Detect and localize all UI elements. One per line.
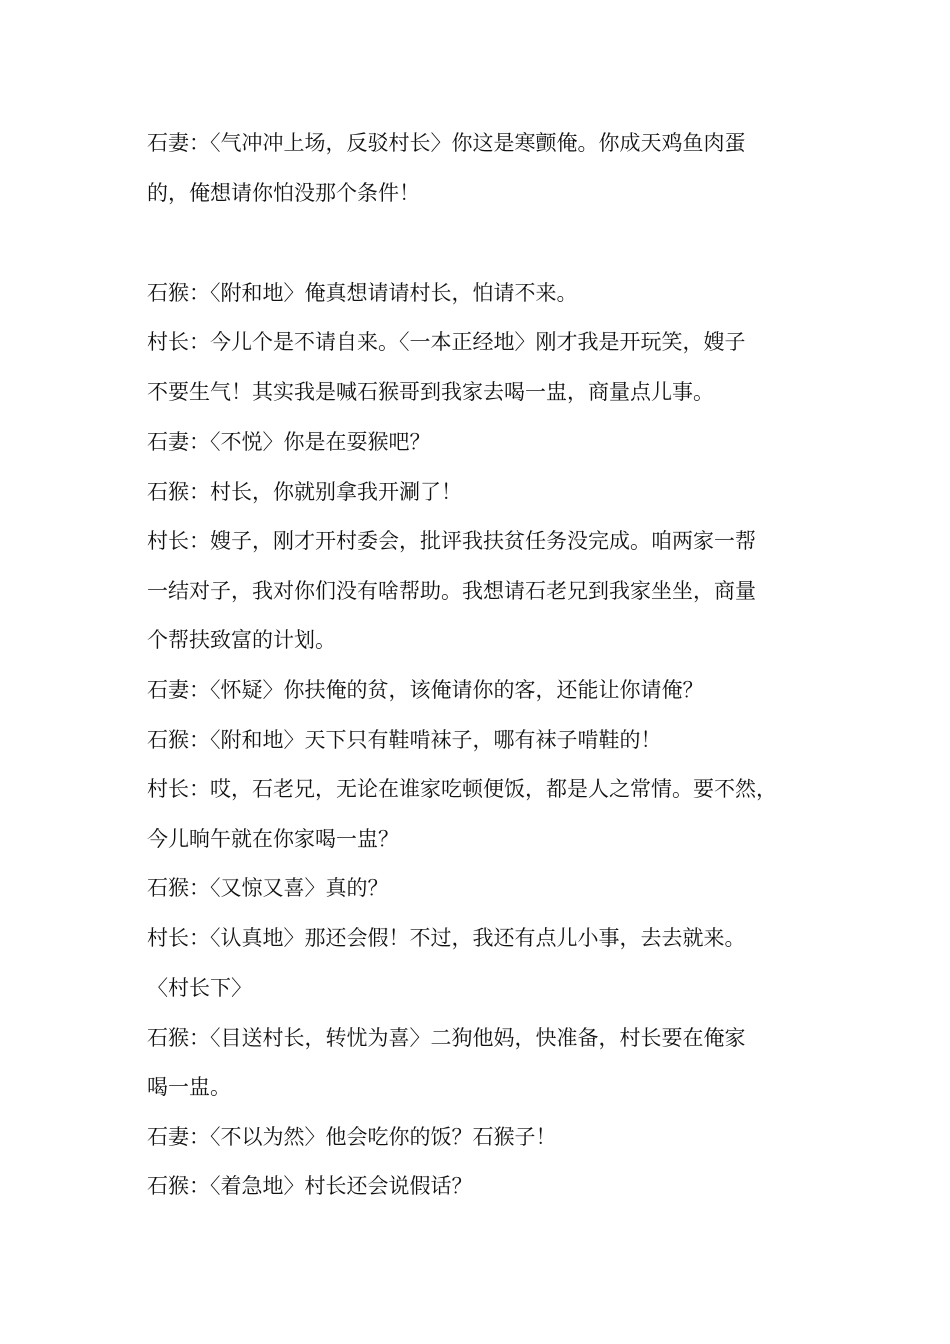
text-line: 石猴：村长，你就别拿我开涮了！ [147,480,462,504]
text-line: 村长：今儿个是不请自来。〈一本正经地〉刚才我是开玩笑，嫂子 [147,330,746,354]
text-line: 石猴：〈附和地〉俺真想请请村长，怕请不来。 [147,281,578,305]
stage-direction: 〈村长下〉 [147,976,252,1000]
text-line: 石妻：〈不悦〉你是在耍猴吧？ [147,430,431,454]
text-line: 的，俺想请你怕没那个条件！ [147,181,420,205]
text-line: 石妻：〈怀疑〉你扶俺的贫，该俺请你的客，还能让你请俺？ [147,678,704,702]
text-line: 石猴：〈目送村长，转忧为喜〉二狗他妈，快准备，村长要在俺家 [147,1026,746,1050]
text-line: 村长：嫂子，刚才开村委会，批评我扶贫任务没完成。咱两家一帮 [147,529,756,553]
text-line: 石猴：〈着急地〉村长还会说假话？ [147,1174,473,1198]
text-line: 一结对子，我对你们没有啥帮助。我想请石老兄到我家坐坐，商量 [147,579,756,603]
text-line: 石妻：〈不以为然〉他会吃你的饭？石猴子！ [147,1125,557,1149]
text-line: 喝一盅。 [147,1075,231,1099]
text-line: 今儿晌午就在你家喝一盅？ [147,827,399,851]
text-line: 村长：〈认真地〉那还会假！不过，我还有点儿小事，去去就来。 [147,926,746,950]
text-line: 石猴：〈又惊又喜〉真的？ [147,876,389,900]
text-line: 个帮扶致富的计划。 [147,628,336,652]
text-line: 石猴：〈附和地〉天下只有鞋啃袜子，哪有袜子啃鞋的！ [147,728,662,752]
text-line: 村长：哎，石老兄，无论在谁家吃顿便饭，都是人之常情。要不然， [147,777,777,801]
text-line: 石妻：〈气冲冲上场，反驳村长〉你这是寒颤俺。你成天鸡鱼肉蛋 [147,131,746,155]
text-line: 不要生气！其实我是喊石猴哥到我家去喝一盅，商量点儿事。 [147,380,714,404]
